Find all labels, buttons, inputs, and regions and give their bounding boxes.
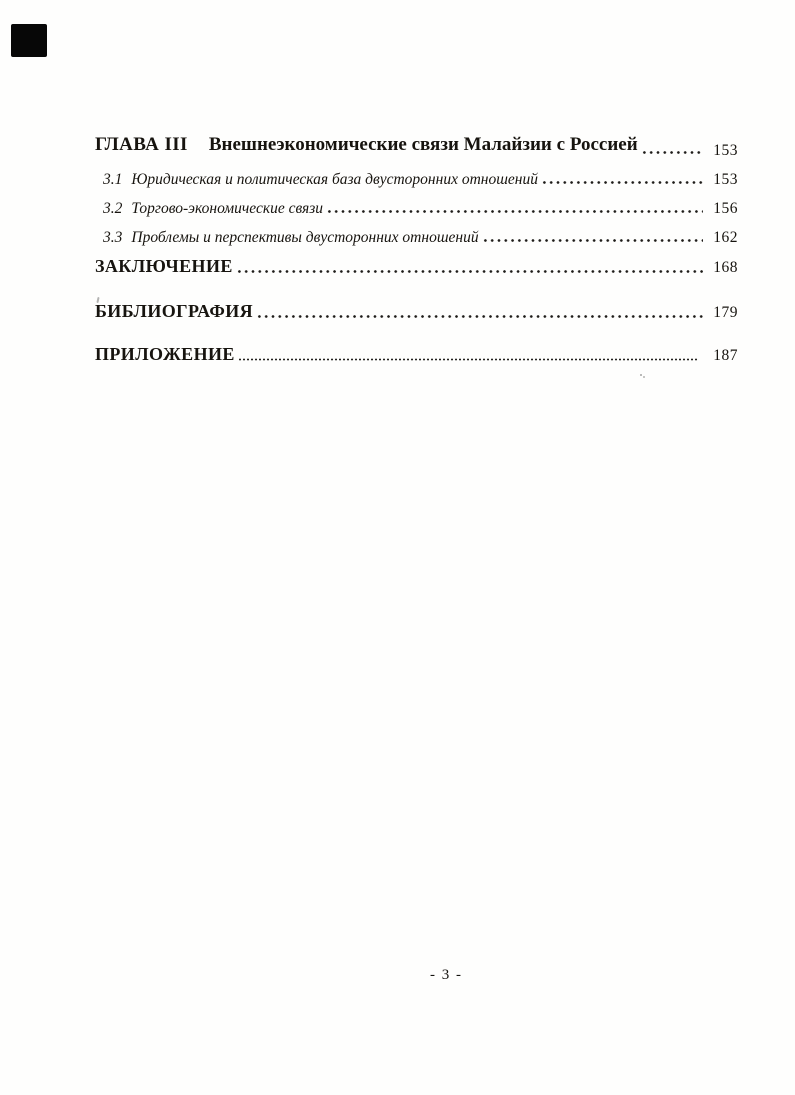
entry-page-number: 187: [713, 347, 738, 364]
section-number: 3.3: [103, 229, 123, 246]
toc-chapter-row: [95, 134, 738, 157]
dot-leader: [326, 209, 703, 214]
section-page-number: 153: [713, 171, 738, 188]
entry-title: ПРИЛОЖЕНИЕ: [95, 344, 235, 364]
scan-speck: [640, 374, 642, 376]
toc-section-row: [103, 228, 738, 247]
dot-leader: [236, 269, 703, 274]
section-title: Юридическая и политическая база двусторонних отношений: [131, 171, 538, 188]
entry-page-number: 179: [713, 304, 738, 321]
section-title: Торгово-экономические связи: [131, 200, 324, 217]
scan-artifact-square: [11, 24, 47, 57]
entry-page-number: 168: [713, 259, 738, 276]
section-title: Проблемы и перспективы двусторонних отношений: [131, 229, 479, 246]
toc-entry-row: [95, 301, 738, 323]
chapter-label: ГЛАВА III: [95, 134, 188, 155]
section-number: 3.1: [103, 171, 123, 188]
section-number: 3.2: [103, 200, 123, 217]
toc-entry-row: [95, 256, 738, 278]
toc-entry-row: [95, 344, 738, 366]
dot-leader: [238, 357, 699, 362]
entry-title: БИБЛИОГРАФИЯ: [95, 301, 254, 321]
toc-section-row: [103, 199, 738, 218]
chapter-title: Внешнеэкономические связи Малайзии с Россией: [208, 134, 638, 155]
section-page-number: 162: [713, 229, 738, 246]
footer-page-number: - 3 -: [430, 967, 463, 983]
dot-leader: [482, 238, 703, 243]
dot-leader: [641, 150, 703, 155]
dot-leader: [541, 180, 703, 185]
section-page-number: 156: [713, 200, 738, 217]
entry-title: ЗАКЛЮЧЕНИЕ: [95, 256, 233, 276]
toc-section-row: [103, 170, 738, 189]
dot-leader: [256, 314, 703, 319]
chapter-page-number: 153: [713, 142, 738, 159]
